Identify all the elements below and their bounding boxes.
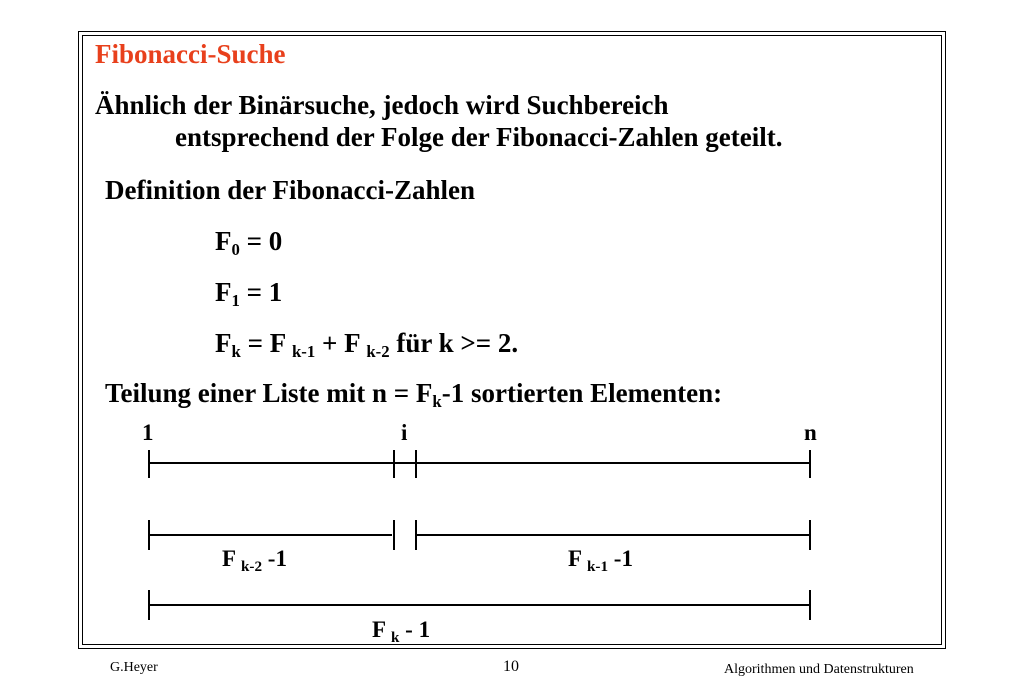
formula-f1-base: F — [215, 277, 232, 307]
right-part-label-base: F — [568, 546, 587, 571]
formula-fk-eq: = F — [240, 328, 292, 358]
whole-list-label-sub: k — [390, 629, 400, 647]
left-part-label — [222, 546, 287, 576]
whole-list-label — [372, 617, 431, 647]
formula-f0-base: F — [215, 226, 232, 256]
intro-line-2: entsprechend der Folge der Fibonacci-Zahlen geteilt. — [175, 122, 783, 152]
division-heading-sub: k — [432, 392, 442, 412]
marker-1: 1 — [142, 420, 154, 445]
formula-fk-sub: k — [231, 342, 241, 362]
whole-list-label-base: F — [372, 617, 391, 642]
footer-course: Algorithmen und Datenstrukturen — [724, 662, 914, 677]
marker-n: n — [804, 420, 817, 445]
formula-fk-sub1: k-1 — [291, 342, 316, 362]
formula-f0-rhs: = 0 — [239, 226, 283, 256]
left-part-label-tail: -1 — [262, 546, 287, 571]
footer-author: G.Heyer — [110, 660, 158, 675]
formula-fk-plus: + F — [315, 328, 367, 358]
left-part-label-sub: k-2 — [240, 558, 263, 576]
formula-f1-sub: 1 — [231, 291, 240, 311]
formula-fk-base: F — [215, 328, 232, 358]
division-heading-pre: Teilung einer Liste mit n = F — [105, 378, 433, 408]
formula-fk-tail: für k >= 2. — [389, 328, 519, 358]
marker-i: i — [401, 420, 408, 445]
right-part-label-tail: -1 — [608, 546, 633, 571]
formula-f1-rhs: = 1 — [239, 277, 283, 307]
formula-f0-sub: 0 — [231, 240, 240, 260]
right-part-label — [568, 546, 633, 576]
whole-list-label-tail: - 1 — [399, 617, 431, 642]
left-part-label-base: F — [222, 546, 241, 571]
right-part-label-sub: k-1 — [586, 558, 609, 576]
slide-title: Fibonacci-Suche — [95, 39, 286, 69]
definition-heading: Definition der Fibonacci-Zahlen — [105, 175, 476, 205]
division-heading-post: -1 sortierten Elementen: — [441, 378, 723, 408]
footer-page-number: 10 — [503, 658, 519, 675]
intro-line-1: Ähnlich der Binärsuche, jedoch wird Suchbereich — [95, 90, 669, 120]
formula-fk-sub2: k-2 — [366, 342, 390, 362]
